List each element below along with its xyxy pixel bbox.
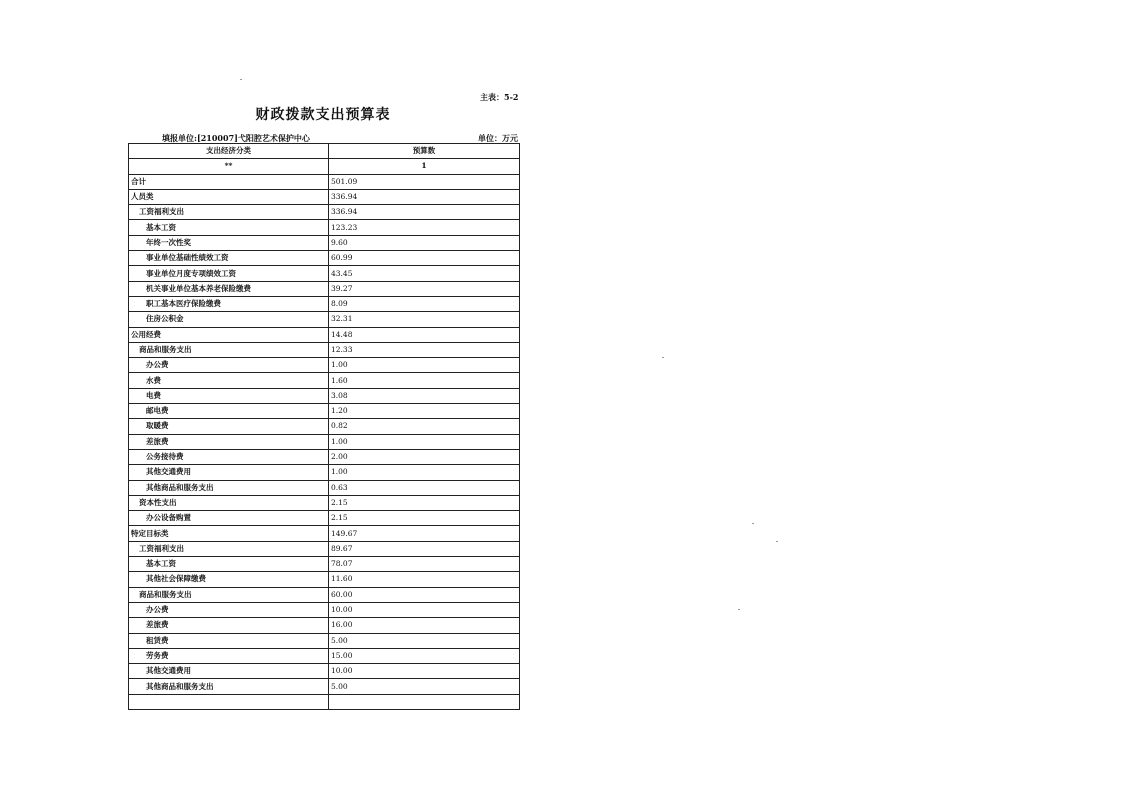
row-amount: 5.00: [329, 679, 520, 694]
row-amount: 336.94: [329, 189, 520, 204]
row-amount: 2.15: [329, 495, 520, 510]
table-row: [129, 587, 520, 602]
table-row: [129, 342, 520, 357]
row-amount: 0.63: [329, 480, 520, 495]
unit-label: 单位：万元: [478, 133, 518, 143]
row-amount: 16.00: [329, 618, 520, 633]
row-category: 商品和服务支出: [129, 587, 329, 602]
row-amount: 8.09: [329, 296, 520, 311]
row-category: 合计: [129, 174, 329, 189]
row-category: 住房公积金: [129, 312, 329, 327]
row-category: 职工基本医疗保险缴费: [129, 296, 329, 311]
row-category: 基本工资: [129, 557, 329, 572]
row-amount: 1.00: [329, 465, 520, 480]
row-category: 公务接待费: [129, 449, 329, 464]
index-cell-budget: 1: [329, 159, 520, 174]
table-row: [129, 419, 520, 434]
row-category: 人员类: [129, 189, 329, 204]
table-row: [129, 511, 520, 526]
table-row: [129, 648, 520, 663]
table-row: [129, 664, 520, 679]
table-row: [129, 281, 520, 296]
row-category: 其他交通费用: [129, 465, 329, 480]
row-amount: 9.60: [329, 235, 520, 250]
row-category: [129, 694, 329, 709]
table-row: [129, 480, 520, 495]
table-row: [129, 358, 520, 373]
row-category: 其他社会保障缴费: [129, 572, 329, 587]
column-header-budget: 预算数: [329, 144, 520, 159]
table-row: [129, 526, 520, 541]
row-amount: 5.00: [329, 633, 520, 648]
table-row: [129, 266, 520, 281]
org-label: 填报单位:[210007]弋阳腔艺术保护中心: [162, 133, 310, 143]
row-amount: 0.82: [329, 419, 520, 434]
table-row: [129, 296, 520, 311]
table-row: [129, 679, 520, 694]
row-category: 差旅费: [129, 434, 329, 449]
row-category: 电费: [129, 388, 329, 403]
table-row: [129, 205, 520, 220]
row-category: 取暖费: [129, 419, 329, 434]
row-amount: 1.20: [329, 404, 520, 419]
row-amount: 1.60: [329, 373, 520, 388]
row-category: 机关事业单位基本养老保险缴费: [129, 281, 329, 296]
table-row: [129, 220, 520, 235]
row-amount: 14.48: [329, 327, 520, 342]
row-category: 水费: [129, 373, 329, 388]
row-amount: 11.60: [329, 572, 520, 587]
table-row: [129, 465, 520, 480]
row-amount: 149.67: [329, 526, 520, 541]
table-index-row: [129, 159, 520, 174]
row-category: 劳务费: [129, 648, 329, 663]
table-row: [129, 189, 520, 204]
table-row: [129, 694, 520, 709]
table-row: [129, 235, 520, 250]
scan-speck: [752, 523, 754, 524]
budget-table: [128, 143, 520, 710]
row-amount: 32.31: [329, 312, 520, 327]
row-category: 办公设备购置: [129, 511, 329, 526]
table-row: [129, 557, 520, 572]
page-title: 财政拨款支出预算表: [255, 107, 391, 123]
table-row: [129, 434, 520, 449]
row-category: 其他商品和服务支出: [129, 480, 329, 495]
table-row: [129, 327, 520, 342]
row-category: 事业单位基础性绩效工资: [129, 251, 329, 266]
row-amount: 2.00: [329, 449, 520, 464]
row-amount: 336.94: [329, 205, 520, 220]
row-amount: 15.00: [329, 648, 520, 663]
row-amount: 123.23: [329, 220, 520, 235]
row-amount: 89.67: [329, 541, 520, 556]
row-amount: 2.15: [329, 511, 520, 526]
index-cell-category: **: [129, 159, 329, 174]
row-amount: 1.00: [329, 358, 520, 373]
row-amount: 3.08: [329, 388, 520, 403]
table-row: [129, 373, 520, 388]
row-category: 特定目标类: [129, 526, 329, 541]
row-amount: 39.27: [329, 281, 520, 296]
row-category: 差旅费: [129, 618, 329, 633]
scan-speck: [240, 79, 242, 80]
table-row: [129, 251, 520, 266]
scan-speck: [776, 541, 778, 542]
column-header-category: 支出经济分类: [129, 144, 329, 159]
row-category: 邮电费: [129, 404, 329, 419]
table-row: [129, 174, 520, 189]
row-amount: 60.00: [329, 587, 520, 602]
table-row: [129, 602, 520, 617]
row-category: 资本性支出: [129, 495, 329, 510]
row-category: 年终一次性奖: [129, 235, 329, 250]
row-category: 其他商品和服务支出: [129, 679, 329, 694]
row-category: 商品和服务支出: [129, 342, 329, 357]
row-category: 办公费: [129, 602, 329, 617]
table-body: [129, 174, 520, 709]
scan-speck: [662, 357, 664, 358]
row-category: 公用经费: [129, 327, 329, 342]
row-category: 办公费: [129, 358, 329, 373]
scan-speck: [738, 609, 740, 610]
row-category: 基本工资: [129, 220, 329, 235]
row-amount: 10.00: [329, 664, 520, 679]
table-row: [129, 449, 520, 464]
row-amount: 78.07: [329, 557, 520, 572]
row-category: 事业单位月度专项绩效工资: [129, 266, 329, 281]
row-amount: 1.00: [329, 434, 520, 449]
row-amount: [329, 694, 520, 709]
table-row: [129, 633, 520, 648]
row-amount: 43.45: [329, 266, 520, 281]
row-category: 工资福利支出: [129, 541, 329, 556]
table-code: 主表：5-2: [480, 92, 519, 102]
table-row: [129, 495, 520, 510]
table-row: [129, 541, 520, 556]
table-row: [129, 618, 520, 633]
row-category: 租赁费: [129, 633, 329, 648]
row-amount: 60.99: [329, 251, 520, 266]
row-amount: 501.09: [329, 174, 520, 189]
row-category: 其他交通费用: [129, 664, 329, 679]
table-header-row: [129, 144, 520, 159]
table-row: [129, 404, 520, 419]
table-row: [129, 312, 520, 327]
table-row: [129, 572, 520, 587]
row-amount: 12.33: [329, 342, 520, 357]
table-row: [129, 388, 520, 403]
row-amount: 10.00: [329, 602, 520, 617]
row-category: 工资福利支出: [129, 205, 329, 220]
